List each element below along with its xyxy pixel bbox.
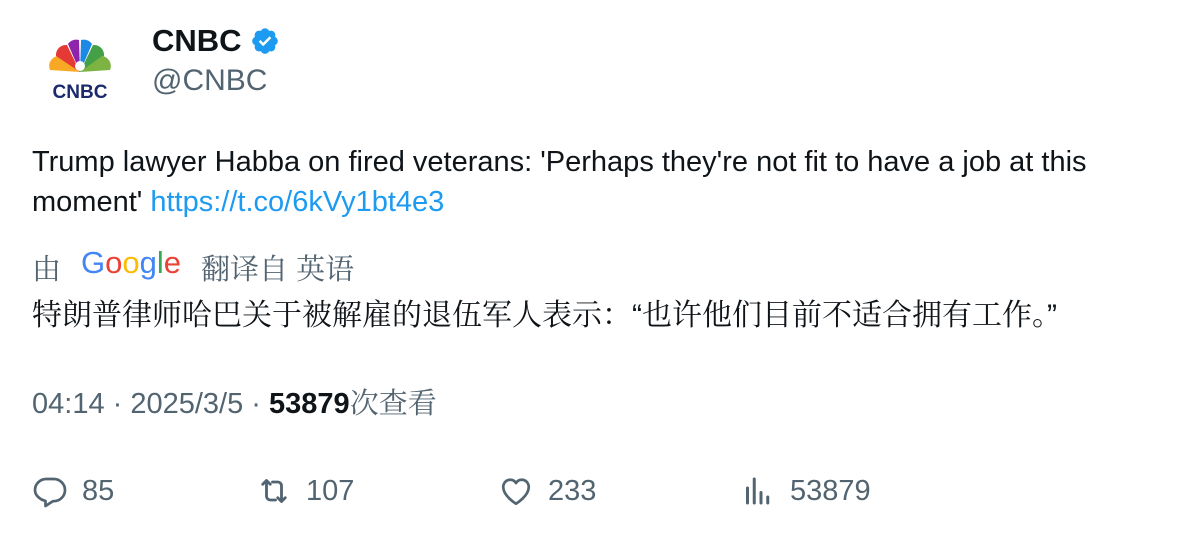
meta-separator: · bbox=[243, 388, 270, 420]
cnbc-peacock-logo bbox=[40, 30, 120, 110]
tweet-date[interactable]: 2025/3/5 bbox=[130, 388, 244, 420]
translation-attribution bbox=[32, 246, 354, 294]
reply-button[interactable] bbox=[32, 470, 114, 512]
display-name-text: CNBC bbox=[152, 23, 242, 58]
views-button[interactable] bbox=[740, 470, 871, 512]
views-action-count: 53879 bbox=[790, 475, 871, 507]
verified-badge-icon bbox=[250, 26, 280, 56]
avatar-logo-text: CNBC bbox=[52, 82, 108, 103]
like-button[interactable] bbox=[498, 470, 596, 512]
heart-icon bbox=[498, 473, 534, 509]
retweet-count: 107 bbox=[306, 475, 355, 507]
reply-count: 85 bbox=[82, 475, 115, 507]
like-count: 233 bbox=[548, 475, 597, 507]
translated-by-label: 由 bbox=[32, 254, 62, 286]
tweet-meta bbox=[32, 384, 437, 424]
translated-text: 特朗普律师哈巴关于被解雇的退伍军人表示：“也许他们目前不适合拥有工作。” bbox=[32, 299, 1057, 332]
tweet-body: Trump lawyer Habba on fired veterans: 'Perhaps they're not fit to have a job at this moment' bbox=[32, 146, 1087, 218]
tweet-time[interactable]: 04:14 bbox=[32, 388, 105, 420]
meta-separator: · bbox=[104, 388, 131, 420]
views-label: 次查看 bbox=[349, 388, 437, 420]
translated-from-label[interactable]: 翻译自 英语 bbox=[201, 254, 355, 286]
avatar[interactable] bbox=[40, 30, 120, 110]
bar-chart-icon bbox=[740, 473, 776, 509]
reply-icon bbox=[32, 473, 68, 509]
user-handle[interactable]: @CNBC bbox=[152, 64, 268, 97]
google-logo-text: Google bbox=[81, 245, 182, 280]
retweet-button[interactable] bbox=[256, 470, 354, 512]
google-logo bbox=[81, 245, 182, 294]
retweet-icon bbox=[256, 473, 292, 509]
tweet-link[interactable]: https://t.co/6kVy1bt4e3 bbox=[150, 186, 445, 218]
tweet-text bbox=[32, 142, 1172, 222]
display-name[interactable] bbox=[152, 22, 280, 60]
views-count: 53879 bbox=[269, 388, 350, 420]
